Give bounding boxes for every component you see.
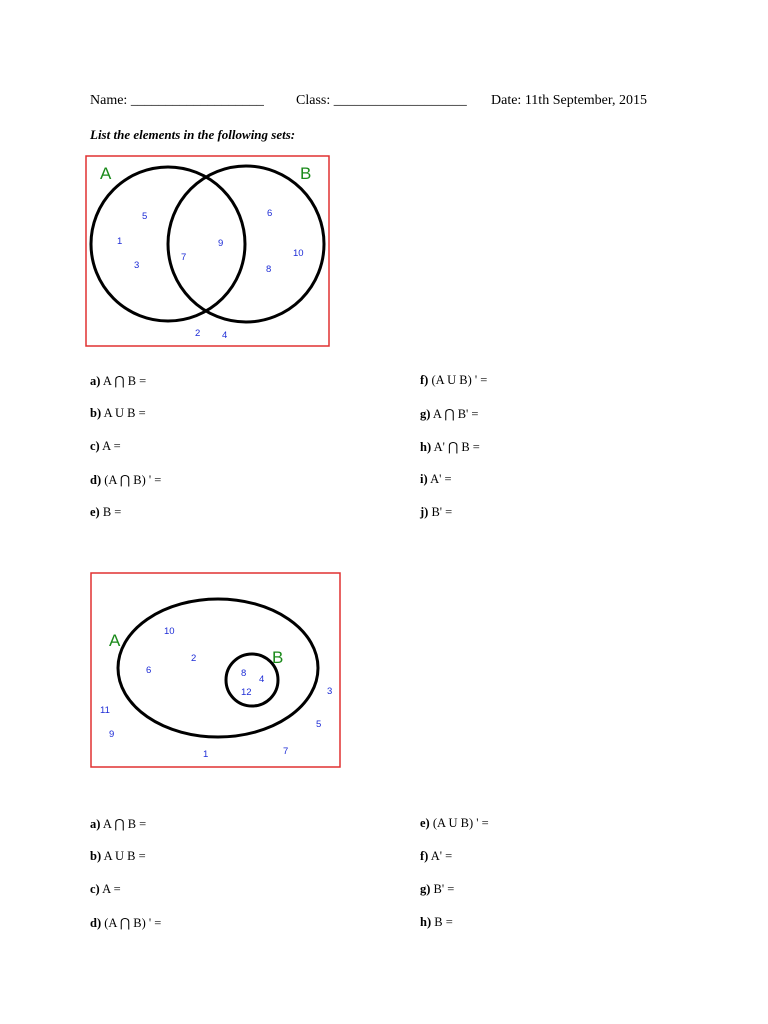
set-b-label: B <box>300 164 312 183</box>
question-2h: h) B = <box>420 915 453 929</box>
element-label: 1 <box>117 236 123 247</box>
element-label: 1 <box>203 749 209 760</box>
set-a-label: A <box>109 631 121 650</box>
element-label: 10 <box>164 626 175 637</box>
date-label: Date: 11th September, 2015 <box>491 93 647 108</box>
element-label: 3 <box>327 686 333 697</box>
set-b-circle <box>226 654 278 706</box>
question-2e: e) (A U B) ' = <box>420 816 489 830</box>
question-2g: g) B' = <box>420 882 455 896</box>
element-label: 9 <box>218 238 224 249</box>
set-a-label: A <box>100 164 112 183</box>
name-field-label: Name: ___________________ <box>90 93 264 108</box>
element-label: 7 <box>283 746 289 757</box>
question-1c: c) A = <box>90 439 121 453</box>
question-1j: j) B' = <box>420 505 453 519</box>
element-label: 9 <box>109 729 115 740</box>
element-label: 2 <box>195 328 201 339</box>
element-label: 6 <box>267 208 273 219</box>
question-2a: a) A ⋂ B = <box>90 817 147 831</box>
element-label: 7 <box>181 252 187 263</box>
element-label: 4 <box>222 330 228 341</box>
element-label: 2 <box>191 653 197 664</box>
element-label: 8 <box>266 264 272 275</box>
element-label: 11 <box>100 705 110 716</box>
question-2d: d) (A ⋂ B) ' = <box>90 916 162 930</box>
set-b-label: B <box>272 648 284 667</box>
instructions-heading: List the elements in the following sets: <box>90 127 296 142</box>
venn-diagram-2 <box>90 572 342 770</box>
class-field-label: Class: ___________________ <box>296 93 467 108</box>
element-label: 6 <box>146 665 152 676</box>
question-1i: i) A' = <box>420 472 452 486</box>
question-1f: f) (A U B) ' = <box>420 373 488 387</box>
question-1d: d) (A ⋂ B) ' = <box>90 473 162 487</box>
element-label: 10 <box>293 248 304 259</box>
venn-diagram-1 <box>85 155 331 348</box>
element-label: 8 <box>241 668 247 679</box>
element-label: 4 <box>259 674 265 685</box>
element-label: 5 <box>316 719 322 730</box>
question-1a: a) A ⋂ B = <box>90 374 147 388</box>
question-1h: h) A' ⋂ B = <box>420 440 480 454</box>
question-2f: f) A' = <box>420 849 453 863</box>
element-label: 12 <box>241 687 252 698</box>
question-1e: e) B = <box>90 505 122 519</box>
element-label: 3 <box>134 260 140 271</box>
question-1b: b) A U B = <box>90 406 146 420</box>
question-1g: g) A ⋂ B' = <box>420 407 479 421</box>
element-label: 5 <box>142 211 148 222</box>
question-2b: b) A U B = <box>90 849 146 863</box>
question-2c: c) A = <box>90 882 121 896</box>
